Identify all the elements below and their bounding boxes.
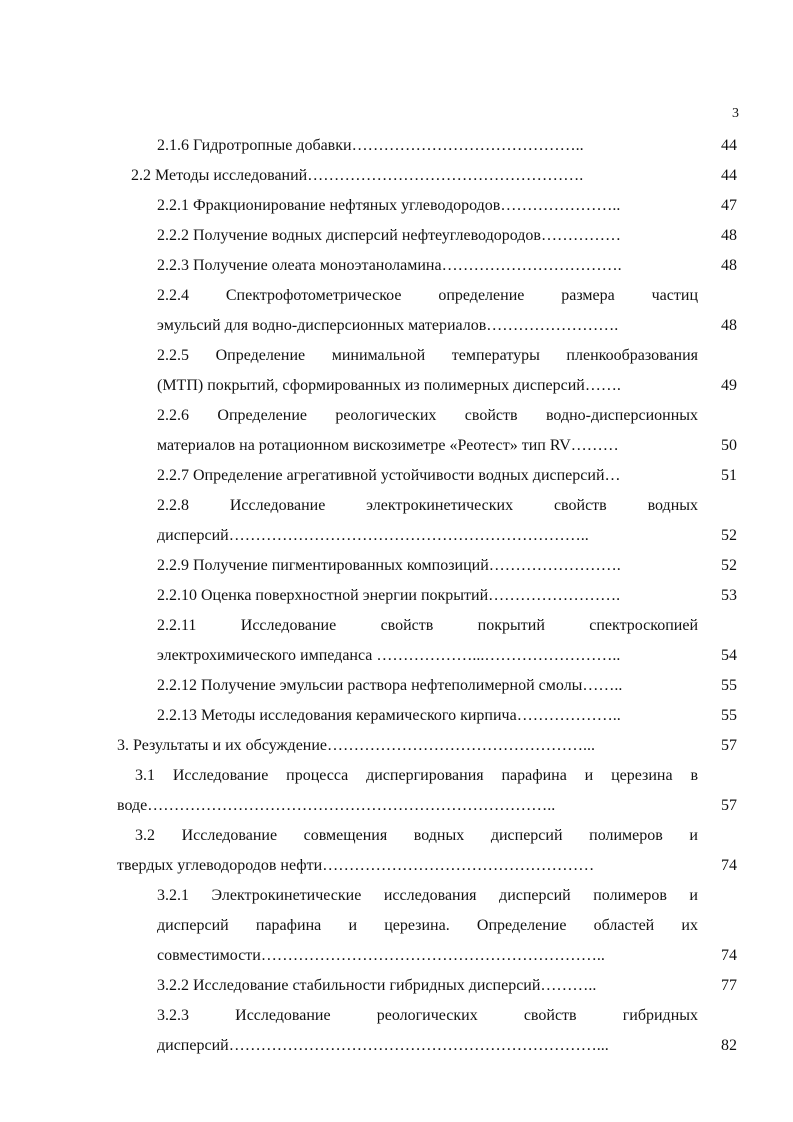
- toc-entry-text: 2.2 Методы исследований…………………………………………….: [131, 167, 584, 184]
- toc-entry-text: 2.2.10 Оценка поверхностной энергии покрытий…………………….: [157, 587, 621, 604]
- toc-entry-page: 44: [721, 137, 737, 154]
- toc-entry-text: дисперсий парафина и церезина. Определение областей их: [157, 917, 698, 934]
- toc-entry-text: 3. Результаты и их обсуждение…………………………………………...: [117, 737, 596, 754]
- toc-entry-text: 3.1 Исследование процесса диспергирования парафина и церезина в: [135, 767, 698, 784]
- toc-entry-text: 2.2.8 Исследование электрокинетических свойств водных: [157, 497, 698, 514]
- toc-entry-page: 51: [721, 467, 737, 484]
- toc-entry-page: 57: [721, 737, 737, 754]
- toc-entry-page: 48: [721, 257, 737, 274]
- toc-entry-text: материалов на ротационном вискозиметре «Реотест» тип RV………: [157, 437, 619, 454]
- toc-entry-text: эмульсий для водно-дисперсионных материалов…………………….: [157, 317, 619, 334]
- toc-entry-text: 2.2.7 Определение агрегативной устойчивости водных дисперсий…: [157, 467, 621, 484]
- toc-entry-text: 3.2.1 Электрокинетические исследования дисперсий полимеров и: [157, 887, 698, 904]
- toc-entry-text: электрохимического импеданса ………………...……………………..: [157, 647, 621, 664]
- toc-entry-page: 48: [721, 317, 737, 334]
- toc-entry-page: 82: [721, 1037, 737, 1054]
- toc-entry-text: 2.2.12 Получение эмульсии раствора нефтеполимерной смолы……..: [157, 677, 623, 694]
- toc-entry-page: 53: [721, 587, 737, 604]
- toc-entry-text: дисперсий……………………………………………………………...: [157, 1037, 609, 1054]
- toc-entry-text: 2.2.2 Получение водных дисперсий нефтеуглеводородов……………: [157, 227, 621, 244]
- toc-entry-page: 44: [721, 167, 737, 184]
- toc-entry-text: воде…………………………………………………………………..: [117, 797, 556, 814]
- toc-entry-text: 3.2 Исследование совмещения водных дисперсий полимеров и: [135, 827, 698, 844]
- toc-entry-page: 47: [721, 197, 737, 214]
- toc-entry-page: 57: [721, 797, 737, 814]
- toc-entry-page: 48: [721, 227, 737, 244]
- toc-entry-page: 54: [721, 647, 737, 664]
- toc-entry-text: 2.2.6 Определение реологических свойств водно-дисперсионных: [157, 407, 698, 424]
- toc-entry-text: 2.2.13 Методы исследования керамического кирпича………………..: [157, 707, 621, 724]
- toc-entry-text: твердых углеводородов нефти……………………………………………: [117, 857, 595, 874]
- toc-entry-text: 2.2.9 Получение пигментированных композиций…………………….: [157, 557, 621, 574]
- toc-entry-text: 2.2.5 Определение минимальной температуры пленкообразования: [157, 347, 698, 364]
- toc-entry-page: 49: [721, 377, 737, 394]
- toc-entry-text: 2.2.4 Спектрофотометрическое определение размера частиц: [157, 287, 698, 304]
- toc-entry-text: 3.2.3 Исследование реологических свойств гибридных: [157, 1007, 698, 1024]
- toc-entry-page: 50: [721, 437, 737, 454]
- toc-entry-page: 52: [721, 527, 737, 544]
- toc-entry-page: 74: [721, 947, 737, 964]
- page-number: 3: [732, 106, 739, 121]
- toc-entry-page: 52: [721, 557, 737, 574]
- toc-entry-text: (МТП) покрытий, сформированных из полимерных дисперсий…….: [157, 377, 621, 394]
- toc-entry-page: 74: [721, 857, 737, 874]
- toc-entry-page: 55: [721, 677, 737, 694]
- toc-entry-text: 2.2.1 Фракционирование нефтяных углеводородов…………………..: [157, 197, 621, 214]
- toc-entry-text: совместимости………………………………………………………..: [157, 947, 605, 964]
- toc-entry-page: 55: [721, 707, 737, 724]
- toc-entry-text: 2.2.3 Получение олеата моноэтаноламина…………………………….: [157, 257, 622, 274]
- toc-entry-text: 3.2.2 Исследование стабильности гибридных дисперсий………..: [157, 977, 597, 994]
- toc-entry-text: 2.1.6 Гидротропные добавки……………………………………..: [157, 137, 584, 154]
- toc-entry-text: дисперсий…………………………………………………………..: [157, 527, 589, 544]
- toc-entry-page: 77: [721, 977, 737, 994]
- toc-entry-text: 2.2.11 Исследование свойств покрытий спектроскопией: [157, 617, 698, 634]
